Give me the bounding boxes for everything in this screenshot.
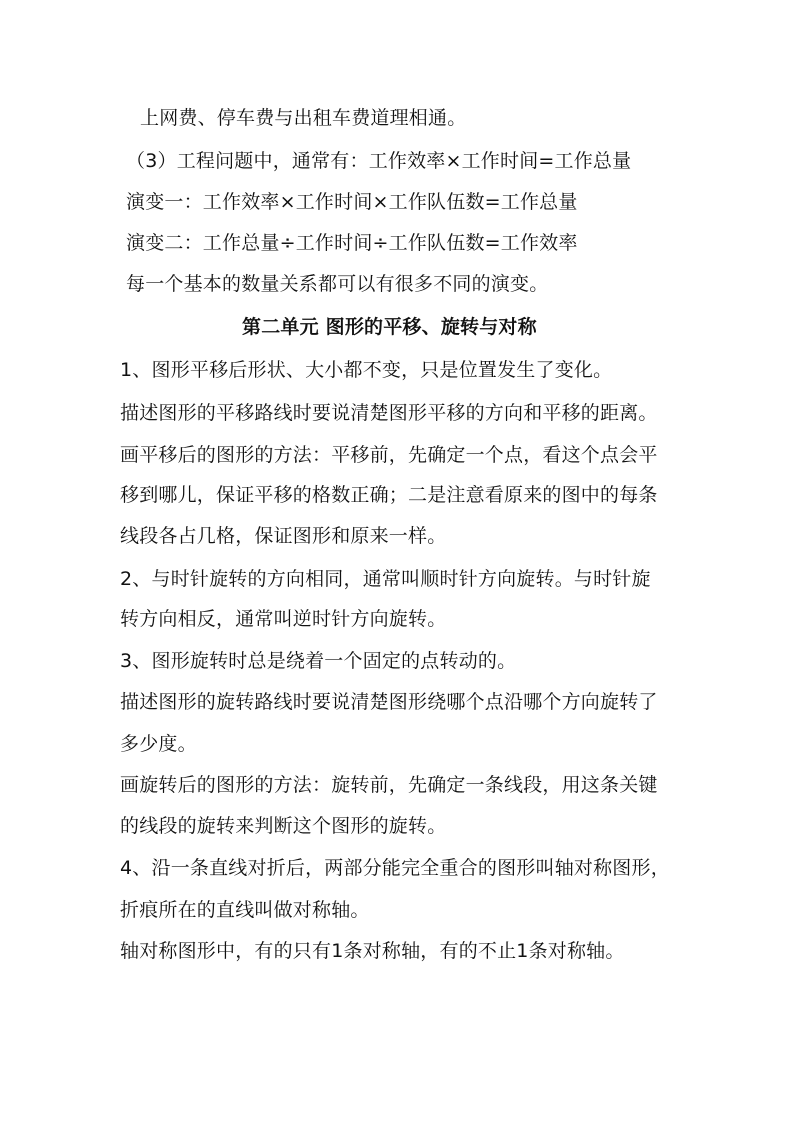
paragraph-line: 线段各占几格，保证图形和原来一样。	[120, 525, 447, 547]
paragraph-line: 转方向相反，通常叫逆时针方向旋转。	[120, 608, 447, 630]
paragraph-line: 移到哪儿，保证平移的格数正确；二是注意看原来的图中的每条	[120, 484, 658, 506]
text-line: 演变二：工作总量÷工作时间÷工作队伍数=工作效率	[126, 232, 578, 254]
text-line: 演变一：工作效率×工作时间×工作队伍数=工作总量	[126, 191, 578, 213]
paragraph-line: 4、沿一条直线对折后，两部分能完全重合的图形叫轴对称图形，	[120, 857, 670, 879]
paragraph-line: 3、图形旋转时总是绕着一个固定的点转动的。	[120, 650, 517, 672]
section-title: 第二单元 图形的平移、旋转与对称	[242, 316, 537, 338]
paragraph-line: 折痕所在的直线叫做对称轴。	[120, 899, 370, 921]
paragraph-line: 2、与时针旋转的方向相同，通常叫顺时针方向旋转。与时针旋	[120, 568, 651, 590]
paragraph-line: 轴对称图形中，有的只有1条对称轴，有的不止1条对称轴。	[120, 940, 625, 962]
text-line: 每一个基本的数量关系都可以有很多不同的演变。	[126, 273, 549, 295]
paragraph-line: 1、图形平移后形状、大小都不变，只是位置发生了变化。	[120, 359, 613, 381]
paragraph-line: 的线段的旋转来判断这个图形的旋转。	[120, 815, 447, 837]
text-line: （3）工程问题中，通常有：工作效率×工作时间=工作总量	[126, 150, 632, 172]
paragraph-line: 描述图形的平移路线时要说清楚图形平移的方向和平移的距离。	[120, 402, 658, 424]
text-line: 上网费、停车费与出租车费道理相通。	[140, 107, 467, 129]
paragraph-line: 画旋转后的图形的方法：旋转前，先确定一条线段，用这条关键	[120, 774, 658, 796]
paragraph-line: 画平移后的图形的方法：平移前，先确定一个点，看这个点会平	[120, 444, 658, 466]
paragraph-line: 多少度。	[120, 733, 197, 755]
paragraph-line: 描述图形的旋转路线时要说清楚图形绕哪个点沿哪个方向旋转了	[120, 691, 658, 713]
